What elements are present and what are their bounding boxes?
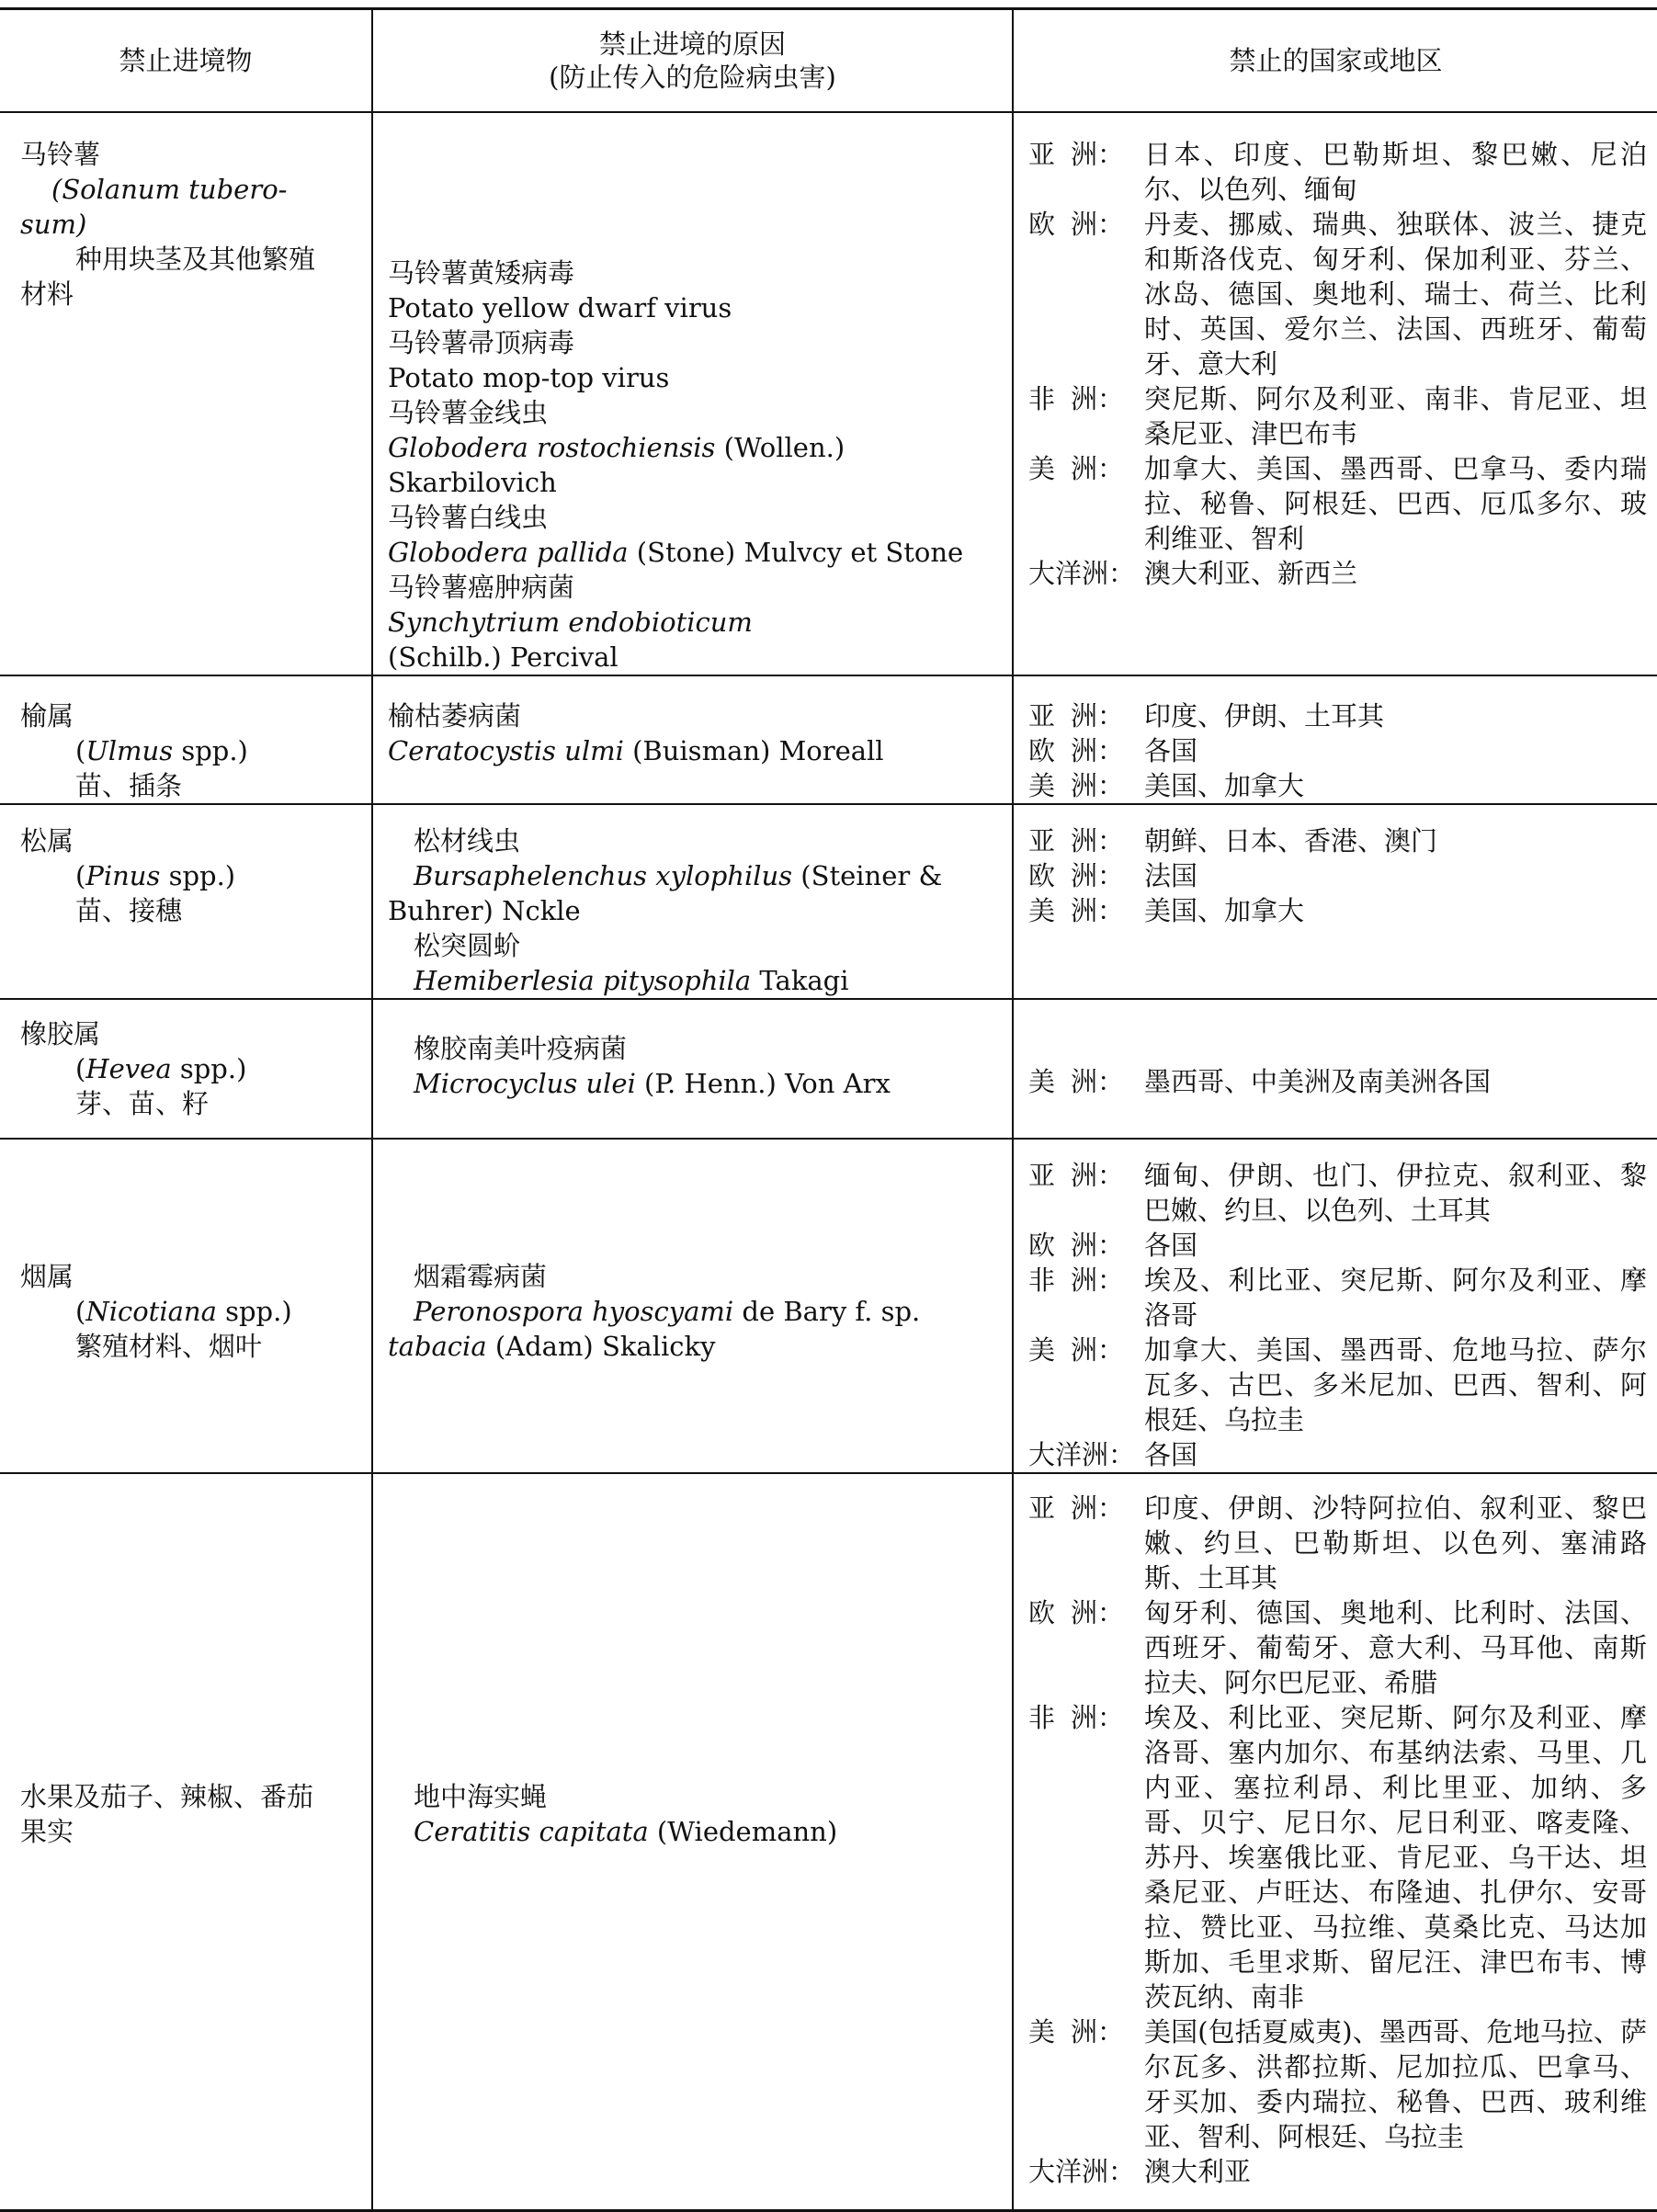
region-group xyxy=(1028,1491,1657,1595)
region-group xyxy=(1028,858,1657,893)
region-countries: 印度、伊朗、沙特阿拉伯、叙利亚、黎巴嫩、约旦、巴勒斯坦、以色列、塞浦路斯、土耳其 xyxy=(1144,1492,1647,1594)
reason-line: 马铃薯白线虫 xyxy=(388,501,549,533)
region-group xyxy=(1028,137,1657,207)
reason-line: Peronospora hyoscyami de Bary f. sp. xyxy=(414,1295,921,1327)
prohibited-imports-table xyxy=(0,7,1657,2212)
reason-line: Potato yellow dwarf virus xyxy=(388,291,732,323)
region-name: 美 洲： xyxy=(1028,1333,1125,1366)
region-name: 亚 洲： xyxy=(1028,699,1125,732)
table-row xyxy=(0,112,1657,675)
header-row xyxy=(0,9,1657,112)
region-countries: 加拿大、美国、墨西哥、危地马拉、萨尔瓦多、古巴、多米尼加、巴西、智利、阿根廷、乌拉圭 xyxy=(1144,1333,1647,1435)
region-group xyxy=(1028,2014,1657,2154)
prohibited-item-cell xyxy=(0,999,372,1139)
reason-cell xyxy=(372,804,1013,999)
region-countries: 法国 xyxy=(1144,859,1198,891)
countries-cell xyxy=(1013,999,1657,1139)
reason-line: (Schilb.) Percival xyxy=(388,641,619,673)
region-countries: 美国(包括夏威夷)、墨西哥、危地马拉、萨尔瓦多、洪都拉斯、尼加拉瓜、巴拿马、牙买加、委内瑞拉、秘鲁、巴西、玻利维亚、智利、阿根廷、乌拉圭 xyxy=(1144,2015,1647,2152)
region-countries: 突尼斯、阿尔及利亚、南非、肯尼亚、坦桑尼亚、津巴布韦 xyxy=(1144,382,1647,449)
region-name: 亚 洲： xyxy=(1028,824,1125,856)
prohibited-item-line: (Pinus spp.) xyxy=(75,859,236,891)
prohibited-item-line: 烟属 xyxy=(20,1260,74,1292)
region-countries: 澳大利亚 xyxy=(1144,2155,1252,2187)
header-prohibited-item: 禁止进境物 xyxy=(0,9,372,112)
region-group xyxy=(1028,451,1657,556)
reason-line: 松材线虫 xyxy=(414,824,521,856)
prohibited-item-line: 芽、苗、籽 xyxy=(75,1087,210,1119)
reason-line: 马铃薯帚顶病毒 xyxy=(388,326,575,358)
region-group xyxy=(1028,1700,1657,2014)
region-countries: 各国 xyxy=(1144,1438,1198,1470)
region-countries: 朝鲜、日本、香港、澳门 xyxy=(1144,824,1438,856)
region-group xyxy=(1028,207,1657,381)
header-reason-line-2: (防止传入的危险病虫害) xyxy=(549,61,836,93)
region-group xyxy=(1028,893,1657,928)
reason-line: 马铃薯金线虫 xyxy=(388,396,549,428)
header-reason-line-1: 禁止进境的原因 xyxy=(598,28,786,60)
reason-line: Potato mop-top virus xyxy=(388,361,670,393)
prohibited-item-line: 果实 xyxy=(20,1815,74,1847)
reason-line: 马铃薯癌肿病菌 xyxy=(388,571,575,603)
region-countries: 美国、加拿大 xyxy=(1144,769,1305,801)
region-name: 欧 洲： xyxy=(1028,1229,1125,1261)
prohibited-item-cell xyxy=(0,675,372,804)
reason-line: 地中海实蝇 xyxy=(414,1780,548,1812)
region-group xyxy=(1028,1158,1657,1228)
reason-line: Ceratocystis ulmi (Buisman) Moreall xyxy=(388,734,884,766)
reason-line: Skarbilovich xyxy=(388,466,557,498)
region-group xyxy=(1028,1064,1657,1099)
region-countries: 加拿大、美国、墨西哥、巴拿马、委内瑞拉、秘鲁、阿根廷、巴西、厄瓜多尔、玻利维亚、智利 xyxy=(1144,452,1647,554)
region-group xyxy=(1028,2154,1657,2189)
header-reason xyxy=(372,9,1013,112)
prohibited-item-line: 水果及茄子、辣椒、番茄 xyxy=(20,1780,314,1812)
countries-cell xyxy=(1013,1473,1657,2211)
region-countries: 丹麦、挪威、瑞典、独联体、波兰、捷克和斯洛伐克、匈牙利、保加利亚、芬兰、冰岛、德国、奥地利、瑞士、荷兰、比利时、英国、爱尔兰、法国、西班牙、葡萄牙、意大利 xyxy=(1144,208,1647,380)
region-name: 亚 洲： xyxy=(1028,1492,1125,1524)
region-countries: 埃及、利比亚、突尼斯、阿尔及利亚、摩洛哥 xyxy=(1144,1264,1647,1331)
region-name: 欧 洲： xyxy=(1028,734,1125,766)
reason-line: Hemiberlesia pitysophila Takagi xyxy=(414,964,849,996)
region-countries: 埃及、利比亚、突尼斯、阿尔及利亚、摩洛哥、塞内加尔、布基纳法索、马里、几内亚、塞拉利昂、利比里亚、加纳、多哥、贝宁、尼日尔、尼日利亚、喀麦隆、苏丹、埃塞俄比亚、肯尼亚、乌干达、坦桑尼亚、卢旺达、布隆迪、扎伊尔、安哥拉、赞比亚、马拉维、莫桑比克、马达加斯加、毛里求斯、留尼汪、津巴布韦、博茨瓦纳、南非 xyxy=(1144,1701,1647,2013)
prohibited-item-cell xyxy=(0,804,372,999)
region-group xyxy=(1028,823,1657,858)
prohibited-item-line: (Solanum tubero- xyxy=(51,173,288,205)
prohibited-item-line: 材料 xyxy=(20,278,74,310)
region-name: 大洋洲： xyxy=(1028,557,1136,589)
region-name: 欧 洲： xyxy=(1028,1596,1125,1628)
prohibited-item-cell xyxy=(0,112,372,675)
reason-line: Bursaphelenchus xylophilus (Steiner & xyxy=(414,859,943,891)
region-name: 大洋洲： xyxy=(1028,2155,1136,2187)
countries-cell xyxy=(1013,112,1657,675)
region-group xyxy=(1028,1228,1657,1263)
region-name: 非 洲： xyxy=(1028,1701,1125,1733)
region-name: 非 洲： xyxy=(1028,1264,1125,1296)
reason-line: 马铃薯黄矮病毒 xyxy=(388,256,575,289)
region-group xyxy=(1028,381,1657,451)
region-name: 亚 洲： xyxy=(1028,138,1125,170)
region-countries: 印度、伊朗、土耳其 xyxy=(1144,699,1385,732)
region-group xyxy=(1028,1333,1657,1437)
header-countries: 禁止的国家或地区 xyxy=(1013,9,1657,112)
prohibited-item-cell xyxy=(0,1473,372,2211)
prohibited-item-line: 橡胶属 xyxy=(20,1017,101,1049)
reason-line: Globodera pallida (Stone) Mulvcy et Stone xyxy=(388,536,964,568)
region-group xyxy=(1028,1263,1657,1333)
reason-cell xyxy=(372,1139,1013,1473)
region-name: 亚 洲： xyxy=(1028,1159,1125,1191)
prohibited-item-line: 种用块茎及其他繁殖 xyxy=(75,243,316,275)
region-name: 大洋洲： xyxy=(1028,1438,1136,1470)
region-countries: 墨西哥、中美洲及南美洲各国 xyxy=(1144,1065,1492,1097)
table-body xyxy=(0,112,1657,2211)
region-countries: 匈牙利、德国、奥地利、比利时、法国、西班牙、葡萄牙、意大利、马耳他、南斯拉夫、阿尔巴尼亚、希腊 xyxy=(1144,1596,1647,1698)
region-countries: 缅甸、伊朗、也门、伊拉克、叙利亚、黎巴嫩、约旦、以色列、土耳其 xyxy=(1144,1159,1647,1226)
table-row xyxy=(0,1139,1657,1473)
prohibited-item-line: (Nicotiana spp.) xyxy=(75,1295,292,1327)
region-name: 欧 洲： xyxy=(1028,859,1125,891)
prohibited-item-line: 松属 xyxy=(20,824,74,856)
region-countries: 各国 xyxy=(1144,734,1198,766)
prohibited-item-cell xyxy=(0,1139,372,1473)
table-row xyxy=(0,675,1657,804)
reason-line: Microcyclus ulei (P. Henn.) Von Arx xyxy=(414,1067,891,1099)
region-group xyxy=(1028,1437,1657,1472)
region-countries: 美国、加拿大 xyxy=(1144,894,1305,926)
region-group xyxy=(1028,556,1657,591)
reason-line: 榆枯萎病菌 xyxy=(388,699,522,732)
region-name: 欧 洲： xyxy=(1028,208,1125,240)
reason-cell xyxy=(372,112,1013,675)
region-name: 美 洲： xyxy=(1028,2015,1125,2048)
region-name: 美 洲： xyxy=(1028,1065,1125,1097)
prohibited-item-line: sum) xyxy=(20,208,87,240)
region-countries: 各国 xyxy=(1144,1229,1198,1261)
reason-cell xyxy=(372,675,1013,804)
region-name: 美 洲： xyxy=(1028,452,1125,484)
prohibited-item-line: 苗、插条 xyxy=(75,769,183,801)
region-countries: 澳大利亚、新西兰 xyxy=(1144,557,1358,589)
reason-cell xyxy=(372,1473,1013,2211)
countries-cell xyxy=(1013,675,1657,804)
countries-cell xyxy=(1013,804,1657,999)
region-group xyxy=(1028,1595,1657,1700)
reason-line: 松突圆蚧 xyxy=(414,929,521,961)
prohibited-item-line: 马铃薯 xyxy=(20,138,101,170)
table-row xyxy=(0,804,1657,999)
prohibited-item-line: 繁殖材料、烟叶 xyxy=(75,1330,263,1362)
reason-line: Globodera rostochiensis (Wollen.) xyxy=(388,431,846,463)
prohibited-item-line: (Ulmus spp.) xyxy=(75,734,248,766)
table-row xyxy=(0,999,1657,1139)
region-name: 美 洲： xyxy=(1028,894,1125,926)
reason-cell xyxy=(372,999,1013,1139)
reason-line: Buhrer) Nckle xyxy=(388,894,581,926)
table-row xyxy=(0,1473,1657,2211)
table-header xyxy=(0,9,1657,112)
region-name: 美 洲： xyxy=(1028,769,1125,801)
region-group xyxy=(1028,698,1657,733)
prohibited-item-line: 苗、接穗 xyxy=(75,894,183,926)
reason-line: 橡胶南美叶疫病菌 xyxy=(414,1032,628,1064)
region-group xyxy=(1028,768,1657,803)
region-group xyxy=(1028,733,1657,768)
region-countries: 日本、印度、巴勒斯坦、黎巴嫩、尼泊尔、以色列、缅甸 xyxy=(1144,138,1647,205)
prohibited-item-line: 榆属 xyxy=(20,699,74,732)
reason-line: tabacia (Adam) Skalicky xyxy=(388,1330,716,1362)
reason-line: Synchytrium endobioticum xyxy=(388,606,753,638)
prohibited-item-line: (Hevea spp.) xyxy=(75,1052,247,1084)
countries-cell xyxy=(1013,1139,1657,1473)
reason-line: 烟霜霉病菌 xyxy=(414,1260,548,1292)
reason-line: Ceratitis capitata (Wiedemann) xyxy=(414,1815,838,1847)
region-name: 非 洲： xyxy=(1028,382,1125,414)
